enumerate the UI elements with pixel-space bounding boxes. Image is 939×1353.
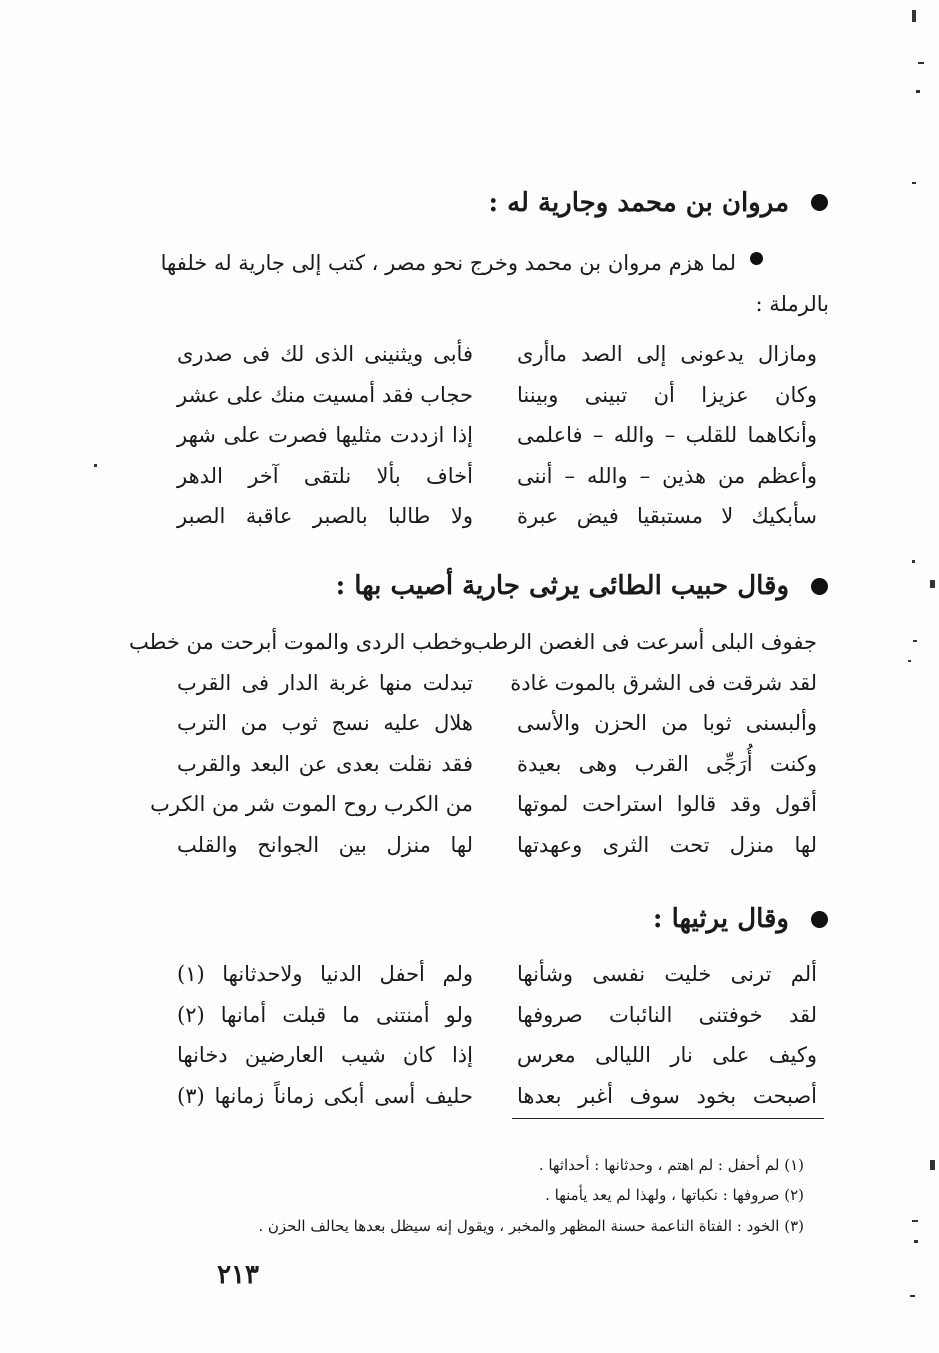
- footnote: (٣) الخود : الفتاة الناعمة حسنة المظهر والمخبر ، ويقول إنه سيظل بعدها يحالف الحزن .: [258, 1217, 804, 1235]
- intro-line: لما هزم مروان بن محمد وخرج نحو مصر ، كتب إلى جارية له خلفها: [160, 251, 736, 275]
- scan-speck: [913, 640, 917, 642]
- section-heading: وقال يرثيها :: [652, 904, 789, 934]
- hemistich-left: إذا ازددت مثليها فصرت على شهر: [177, 423, 473, 447]
- heading-bullet-icon: [811, 578, 828, 595]
- scan-speck: [930, 580, 935, 588]
- hemistich-left: إذا كان شيب العارضين دخانها: [177, 1043, 473, 1067]
- hemistich-left: فأبى ويثنينى الذى لك فى صدرى: [177, 342, 473, 366]
- hemistich-right: أقول وقد قالوا استراحت لموتها: [517, 792, 817, 816]
- hemistich-right: وألبسنى ثوبا من الحزن والأسى: [517, 711, 817, 735]
- hemistich-right: وكنت أُرَجِّى القرب وهى بعيدة: [517, 751, 817, 776]
- hemistich-left: تبدلت منها غربة الدار فى القرب: [177, 670, 473, 695]
- scan-speck: [930, 1160, 935, 1170]
- scan-speck: [912, 10, 916, 22]
- hemistich-left: من الكرب روح الموت شر من الكرب: [150, 792, 473, 816]
- paragraph-bullet-icon: [750, 252, 763, 265]
- hemistich-left: وخطب الردى والموت أبرحت من خطب: [128, 630, 473, 654]
- verse-column-left: [128, 622, 473, 865]
- hemistich-left: حجاب فقد أمسيت منك على عشر: [177, 382, 473, 407]
- hemistich-left: حليف أسى أبكى زماناً زمانها (٣): [177, 1083, 473, 1108]
- page-number: ٢١٣: [217, 1260, 259, 1290]
- hemistich-right: وأنكاهما للقلب – والله – فاعلمى: [517, 423, 817, 447]
- hemistich-right: ومازال يدعونى إلى الصد ماأرى: [517, 342, 817, 366]
- verse-column-left: [177, 334, 473, 537]
- hemistich-right: أصبحت بخود سوف أغبر بعدها: [517, 1083, 817, 1108]
- footnote: (٢) صروفها : نكباتها ، ولهذا لم يعد يأمنها .: [545, 1186, 804, 1204]
- hemistich-left: أخاف بألا نلتقى آخر الدهر: [177, 463, 473, 488]
- scan-speck: [912, 182, 916, 184]
- scan-speck: [94, 464, 97, 467]
- scan-speck: [908, 660, 911, 662]
- hemistich-right: وكيف على نار الليالى معرس: [517, 1043, 817, 1067]
- hemistich-right: وكان عزيزا أن تبينى وبيننا: [517, 382, 817, 407]
- verse-column-right: [517, 954, 817, 1116]
- hemistich-right: سأبكيك لا مستبقيا فيض عبرة: [517, 504, 817, 528]
- scan-speck: [910, 1295, 915, 1297]
- scan-speck: [914, 1240, 918, 1243]
- scan-speck: [918, 62, 924, 64]
- scan-speck: [916, 90, 920, 93]
- heading-bullet-icon: [811, 194, 828, 211]
- hemistich-right: لها منزل تحت الثرى وعهدتها: [517, 832, 817, 857]
- verse-column-left: [177, 954, 473, 1116]
- intro-line: بالرملة :: [755, 292, 829, 316]
- scan-speck: [912, 560, 915, 563]
- verse-column-right: [470, 622, 817, 865]
- heading-bullet-icon: [811, 911, 828, 928]
- hemistich-right: جفوف البلى أسرعت فى الغصن الرطب: [470, 630, 817, 654]
- hemistich-left: لها منزل بين الجوانح والقلب: [177, 832, 473, 857]
- hemistich-left: هلال عليه نسج ثوب من الترب: [177, 711, 473, 735]
- hemistich-right: ألم ترنى خليت نفسى وشأنها: [517, 962, 817, 986]
- section-heading: مروان بن محمد وجارية له :: [488, 188, 789, 218]
- hemistich-right: لقد خوفتنى النائبات صروفها: [517, 1002, 817, 1027]
- hemistich-left: ولا طالبا بالصبر عاقبة الصبر: [177, 504, 473, 528]
- footnote-divider: [512, 1118, 824, 1119]
- scan-speck: [912, 1220, 918, 1222]
- section-heading: وقال حبيب الطائى يرثى جارية أصيب بها :: [335, 571, 789, 601]
- hemistich-left: ولو أمنتنى ما قبلت أمانها (٢): [177, 1002, 473, 1027]
- hemistich-right: وأعظم من هذين – والله – أننى: [517, 463, 817, 488]
- hemistich-right: لقد شرقت فى الشرق بالموت غادة: [510, 670, 817, 695]
- verse-column-right: [517, 334, 817, 537]
- hemistich-left: فقد نقلت بعدى عن البعد والقرب: [177, 751, 473, 776]
- hemistich-left: ولم أحفل الدنيا ولاحدثانها (١): [177, 962, 473, 986]
- footnote: (١) لم أحفل : لم اهتم ، وحدثانها : أحداثها .: [538, 1156, 804, 1174]
